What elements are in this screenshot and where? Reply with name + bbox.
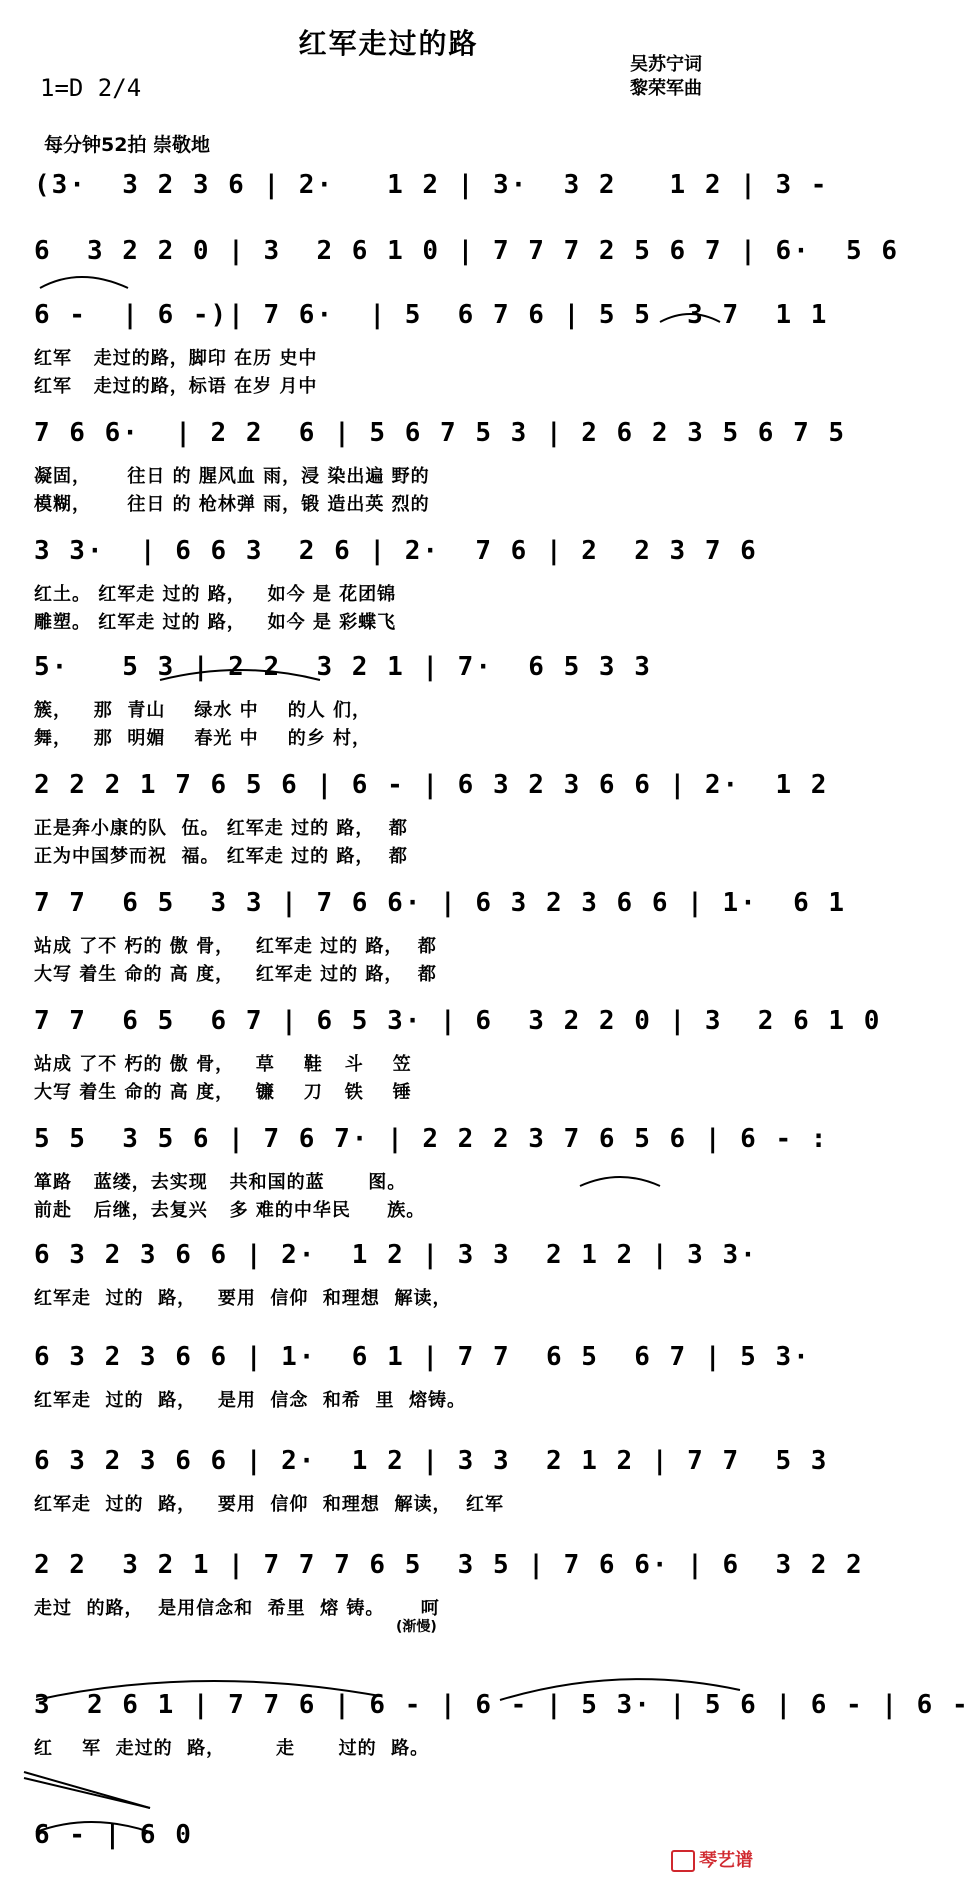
lyric-line: 红 军 走过的 路， 走 过的 路。 — [34, 1738, 430, 1759]
lyric-line: 红军走 过的 路， 要用 信仰 和理想 解读， 红军 — [34, 1494, 504, 1515]
note-line: 2 2 3 2 1 | 7 7 7 6 5 3 5 | 7 6 6· | 6 3 2 2 — [34, 1550, 864, 1580]
lyric-line: 前赴 后继，去复兴 多 难的中华民 族。 — [34, 1200, 426, 1221]
note-line: 6 3 2 3 6 6 | 2· 1 2 | 3 3 2 1 2 | 7 7 5 3 — [34, 1446, 829, 1476]
note-line: 6 - | 6 0 — [34, 1820, 193, 1850]
lyric-line: 凝固， 往日 的 腥风血 雨，浸 染出遍 野的 — [34, 466, 430, 487]
note-line: 5 5 3 5 6 | 7 6 7· | 2 2 2 3 7 6 5 6 | 6 - : — [34, 1124, 829, 1154]
composer: 黎荣军曲 — [630, 78, 702, 99]
song-title: 红军走过的路 — [298, 27, 479, 60]
note-line: 7 7 6 5 6 7 | 6 5 3· | 6 3 2 2 0 | 3 2 6 1 0 — [34, 1006, 882, 1036]
lyric-line: 站成 了不 朽的 傲 骨， 草 鞋 斗 笠 — [34, 1054, 412, 1075]
lyric-line: 红军走 过的 路， 是用 信念 和希 里 熔铸。 — [34, 1390, 466, 1411]
lyric-line: 红土。 红军走 过的 路， 如今 是 花团锦 — [34, 584, 397, 605]
lyric-line: 大写 着生 命的 高 度， 镰 刀 铁 锤 — [34, 1082, 412, 1103]
lyric-line: 正为中国梦而祝 福。 红军走 过的 路， 都 — [34, 846, 408, 867]
lyric-line: 大写 着生 命的 高 度， 红军走 过的 路， 都 — [34, 964, 437, 985]
note-line: (3· 3 2 3 6 | 2· 1 2 | 3· 3 2 1 2 | 3 - — [34, 170, 829, 200]
note-line: 2 2 2 1 7 6 5 6 | 6 - | 6 3 2 3 6 6 | 2· 1 2 — [34, 770, 829, 800]
note-line: 7 6 6· | 2 2 6 | 5 6 7 5 3 | 2 6 2 3 5 6 7 5 — [34, 418, 847, 448]
key-signature: 1=D 2/4 — [40, 74, 142, 102]
lyric-line: 簇， 那 青山 绿水 中 的人 们， — [34, 700, 371, 721]
note-line: 6 3 2 3 6 6 | 1· 6 1 | 7 7 6 5 6 7 | 5 3· — [34, 1342, 811, 1372]
lyric-line: 雕塑。 红军走 过的 路， 如今 是 彩蝶飞 — [34, 612, 397, 633]
lyric-line: 正是奔小康的队 伍。 红军走 过的 路， 都 — [34, 818, 408, 839]
note-line: 6 3 2 2 0 | 3 2 6 1 0 | 7 7 7 2 5 6 7 | 6· 5 6 — [34, 236, 900, 266]
lyric-line: 走过 的路， 是用信念和 希里 熔 铸。 呵 — [34, 1598, 440, 1619]
lyricist: 吴苏宁词 — [630, 54, 702, 75]
note-line: 3 3· | 6 6 3 2 6 | 2· 7 6 | 2 2 3 7 6 — [34, 536, 758, 566]
note-line: 3 2 6 1 | 7 7 6 | 6 - | 6 - | 5 3· | 5 6 | 6 - | 6 - — [34, 1690, 970, 1720]
note-line: 5· 5 3 | 2 2 3 2 1 | 7· 6 5 3 3 — [34, 652, 652, 682]
logo-icon — [671, 1850, 695, 1872]
lyric-line: 舞， 那 明媚 春光 中 的乡 村， — [34, 728, 371, 749]
ritardando-marking: (渐慢) — [396, 1619, 437, 1635]
note-line: 6 3 2 3 6 6 | 2· 1 2 | 3 3 2 1 2 | 3 3· — [34, 1240, 758, 1270]
tempo-marking: 每分钟52拍 崇敬地 — [44, 134, 211, 156]
lyric-line: 箪路 蓝缕，去实现 共和国的蓝 图。 — [34, 1172, 407, 1193]
lyric-line: 站成 了不 朽的 傲 骨， 红军走 过的 路， 都 — [34, 936, 437, 957]
site-logo — [671, 1846, 753, 1872]
note-line: 6 - | 6 -)| 7 6· | 5 6 7 6 | 5 5 3 7 1 1 — [34, 300, 829, 330]
lyric-line: 模糊， 往日 的 枪林弹 雨，锻 造出英 烈的 — [34, 494, 430, 515]
note-line: 7 7 6 5 3 3 | 7 6 6· | 6 3 2 3 6 6 | 1· 6 1 — [34, 888, 847, 918]
lyric-line: 红军 走过的路，标语 在岁 月中 — [34, 376, 318, 397]
lyric-line: 红军 走过的路，脚印 在历 史中 — [34, 348, 318, 369]
logo-text: 琴艺谱 — [699, 1850, 753, 1871]
lyric-line: 红军走 过的 路， 要用 信仰 和理想 解读， — [34, 1288, 452, 1309]
